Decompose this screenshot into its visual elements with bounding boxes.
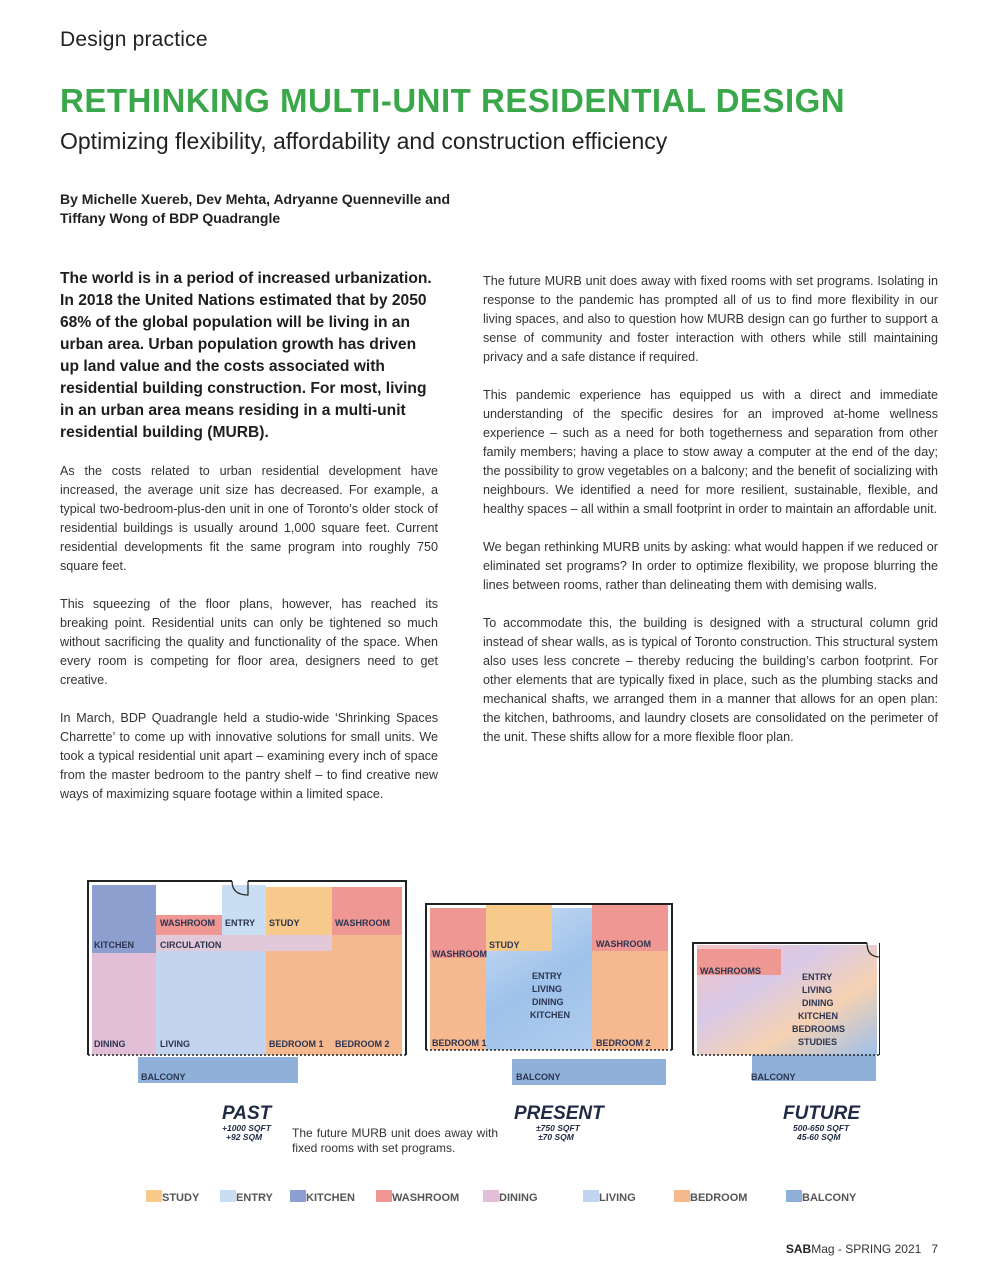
legend-label: WASHROOM bbox=[392, 1192, 460, 1204]
past-circulation-label: CIRCULATION bbox=[160, 940, 222, 950]
legend-item-washroom bbox=[376, 1190, 459, 1204]
past-bedroom2 bbox=[332, 935, 402, 1055]
magazine-name: Mag bbox=[811, 1242, 835, 1256]
section-label: Design practice bbox=[60, 28, 208, 51]
past-balcony-label: BALCONY bbox=[141, 1072, 186, 1082]
legend-swatch bbox=[290, 1190, 306, 1202]
right-column bbox=[483, 272, 938, 766]
present-plan bbox=[426, 904, 672, 1085]
past-washroom-b-label: WASHROOM bbox=[335, 918, 390, 928]
present-combined-label: KITCHEN bbox=[530, 1010, 570, 1020]
page-number: 7 bbox=[931, 1242, 938, 1256]
past-plan bbox=[88, 881, 406, 1083]
page-footer bbox=[786, 1242, 938, 1256]
legend-item-balcony bbox=[786, 1190, 857, 1204]
future-title: FUTURE bbox=[783, 1103, 861, 1124]
magazine-brand: SAB bbox=[785, 1242, 812, 1256]
future-washrooms-label: WASHROOMS bbox=[700, 966, 762, 976]
past-sqft: +1000 SQFT bbox=[222, 1123, 271, 1133]
article-title: RETHINKING MULTI-UNIT RESIDENTIAL DESIGN bbox=[60, 82, 846, 119]
past-washroom-a-label: WASHROOM bbox=[160, 918, 215, 928]
legend-item-kitchen bbox=[290, 1190, 355, 1204]
figure-legend bbox=[146, 1187, 886, 1205]
legend-swatch bbox=[786, 1190, 802, 1202]
legend-swatch bbox=[674, 1190, 690, 1202]
past-stats bbox=[222, 1103, 273, 1142]
future-balcony-label: BALCONY bbox=[751, 1072, 796, 1082]
future-combined-label: BEDROOMS bbox=[792, 1024, 846, 1034]
body-paragraph: In March, BDP Quadrangle held a studio-wide ‘Shrinking Spaces Charrette’ to come up with innovative solutions for small units. We took a typical residential unit apart – examining every inch of space from the master bedroom to the pantry shelf – to find creative new ways of maximizing square footage within a limited space. bbox=[60, 711, 438, 801]
legend-label: DINING bbox=[499, 1192, 538, 1204]
past-sqm: +92 SQM bbox=[226, 1132, 263, 1142]
future-sqft: 500-650 SQFT bbox=[793, 1123, 850, 1133]
present-study-label: STUDY bbox=[489, 940, 520, 950]
body-paragraph: As the costs related to urban residential development have increased, the average unit size has decreased. For example, a typical two-bedroom-plus-den unit in one of Toronto’s older stock of residential buildings is usually around 1,000 square feet. Current residential developments fit the same program into roughly 750 square feet. bbox=[60, 464, 438, 573]
lead-paragraph: The world is in a period of increased urbanization. In 2018 the United Nations estimated that by 2050 68% of the global population will be living in an urban area. Urban population growth has driven up land value and the costs associated with residential building construction. For most, living in an urban area means residing in a multi-unit residential building (MURB). bbox=[60, 270, 432, 441]
future-sqm: 45-60 SQM bbox=[797, 1132, 841, 1142]
future-stats bbox=[783, 1103, 861, 1142]
present-bedroom2-label: BEDROOM 2 bbox=[596, 1038, 651, 1048]
past-entry-label: ENTRY bbox=[225, 918, 256, 928]
present-washroom-a-label: WASHROOM bbox=[432, 949, 487, 959]
legend-swatch bbox=[583, 1190, 599, 1202]
body-paragraph: We began rethinking MURB units by asking: what would happen if we reduced or eliminated set programs? In order to optimize flexibility, we propose blurring the lines between rooms, rather than delineating them with demising walls. bbox=[483, 540, 938, 592]
past-study-label: STUDY bbox=[269, 918, 300, 928]
legend-item-study bbox=[146, 1190, 200, 1204]
legend-swatch bbox=[483, 1190, 499, 1202]
legend-item-bedroom bbox=[674, 1190, 747, 1204]
future-plan bbox=[693, 943, 880, 1082]
present-title: PRESENT bbox=[514, 1103, 604, 1124]
body-paragraph: This pandemic experience has equipped us with a direct and immediate understanding of the specific desires for an improved at-home wellness experience – such as a need for both togetherness and separation from other family members; having a place to stow away a computer at the end of the day; the possibility to grow vegetables on a balcony; and the benefit of socializing with neighbours. We identified a need for more resilient, sustainable, flexible, and healthy spaces – all within a small footprint in order to maintain an affordable unit. bbox=[483, 388, 938, 516]
legend-label: BEDROOM bbox=[690, 1192, 748, 1204]
body-paragraph: To accommodate this, the building is designed with a structural column grid instead of shear walls, as is typical of Toronto construction. This structural system also uses less concrete – thereby reducing the building’s carbon footprint. For other elements that are typically fixed in place, such as the plumbing stacks and mechanical shafts, we arranged them in a manner that allows for an open plan: the kitchen, bathrooms, and laundry closets are consolidated on the perimeter of the unit. These shifts allow for a more flexible floor plan. bbox=[483, 616, 938, 744]
past-bedroom1-label: BEDROOM 1 bbox=[269, 1039, 324, 1049]
future-combined-label: KITCHEN bbox=[798, 1011, 838, 1021]
byline: By Michelle Xuereb, Dev Mehta, Adryanne Quenneville and Tiffany Wong of BDP Quadrangle bbox=[60, 191, 451, 226]
future-combined-label: STUDIES bbox=[798, 1037, 838, 1047]
present-bedroom1 bbox=[430, 958, 486, 1050]
legend-swatch bbox=[376, 1190, 392, 1202]
past-dining-label: DINING bbox=[94, 1039, 126, 1049]
legend-label: KITCHEN bbox=[306, 1192, 355, 1204]
present-sqft: ±750 SQFT bbox=[536, 1123, 580, 1133]
future-combined-label: DINING bbox=[802, 998, 834, 1008]
present-combined-label: LIVING bbox=[532, 984, 563, 994]
present-bedroom2 bbox=[592, 951, 668, 1050]
body-paragraph: The future MURB unit does away with fixed rooms with set programs. Isolating in response to the pandemic has prompted all of us to find more flexibility in our living spaces, and also to question how MURB design can go further to support a sense of community and foster interaction with others while still maintaining privacy and a safe distance if required. bbox=[483, 274, 938, 364]
legend-item-entry bbox=[220, 1190, 274, 1204]
legend-label: LIVING bbox=[599, 1192, 636, 1204]
past-kitchen-label: KITCHEN bbox=[94, 940, 134, 950]
present-combined-label: DINING bbox=[532, 997, 564, 1007]
legend-swatch bbox=[146, 1190, 162, 1202]
article-subtitle: Optimizing flexibility, affordability and construction efficiency bbox=[60, 128, 668, 154]
legend-label: STUDY bbox=[162, 1192, 200, 1204]
past-living-label: LIVING bbox=[160, 1039, 191, 1049]
present-stats bbox=[514, 1103, 605, 1142]
legend-item-living bbox=[583, 1190, 636, 1204]
past-title: PAST bbox=[222, 1103, 272, 1124]
legend-label: ENTRY bbox=[236, 1192, 273, 1204]
past-bedroom2-label: BEDROOM 2 bbox=[335, 1039, 390, 1049]
legend-swatch bbox=[220, 1190, 236, 1202]
future-combined-label: ENTRY bbox=[802, 972, 833, 982]
present-bedroom1-label: BEDROOM 1 bbox=[432, 1038, 487, 1048]
present-sqm: ±70 SQM bbox=[538, 1132, 574, 1142]
present-balcony-label: BALCONY bbox=[516, 1072, 561, 1082]
left-column bbox=[60, 268, 438, 823]
figure-caption: The future MURB unit does away with fixed rooms with set programs. bbox=[292, 1126, 498, 1155]
issue-label: - SPRING 2021 bbox=[837, 1242, 922, 1256]
body-paragraph: This squeezing of the floor plans, however, has reached its breaking point. Residential units can only be tightened so much without sacrificing the quality and functionality of the space. When every room is competing for floor area, designers need to get creative. bbox=[60, 597, 438, 687]
present-washroom-b-label: WASHROOM bbox=[596, 939, 651, 949]
legend-label: BALCONY bbox=[802, 1192, 857, 1204]
future-combined-label: LIVING bbox=[802, 985, 833, 995]
present-combined-label: ENTRY bbox=[532, 971, 563, 981]
legend-item-dining bbox=[483, 1190, 538, 1204]
